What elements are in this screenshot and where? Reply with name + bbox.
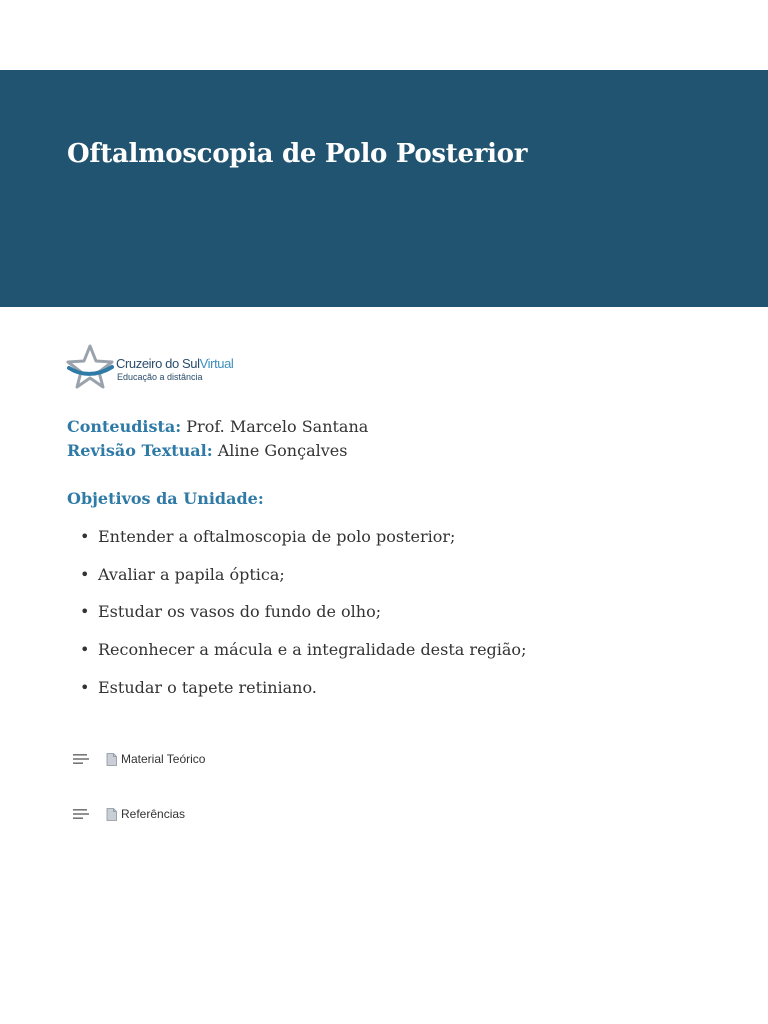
reviewer-label: Revisão Textual: xyxy=(67,441,213,460)
list-item-text: Avaliar a papila óptica; xyxy=(98,564,285,584)
list-item-text: Reconhecer a mácula e a integralidade desta região; xyxy=(98,640,527,660)
reviewer-value: Aline Gonçalves xyxy=(217,441,348,460)
institution-logo xyxy=(66,343,246,389)
author-row xyxy=(67,415,368,439)
section-link-referencias[interactable] xyxy=(73,804,185,824)
list-item xyxy=(67,638,526,676)
list-item-text: Estudar os vasos do fundo de olho; xyxy=(98,602,382,622)
section-link-label: Referências xyxy=(121,807,186,821)
page-icon xyxy=(106,753,117,766)
logo-name-accent: Virtual xyxy=(199,356,234,371)
bullet-icon: • xyxy=(80,564,90,584)
menu-lines-icon xyxy=(73,753,89,765)
list-item xyxy=(67,563,526,601)
author-label: Conteudista: xyxy=(67,417,182,436)
objectives-heading: Objetivos da Unidade: xyxy=(67,489,264,508)
section-link-material-teorico[interactable] xyxy=(73,749,205,769)
list-item xyxy=(67,525,526,563)
objectives-list xyxy=(67,525,526,713)
page-title: Oftalmoscopia de Polo Posterior xyxy=(67,139,528,169)
list-item-text: Entender a oftalmoscopia de polo posterior; xyxy=(98,527,456,546)
star-logo-icon xyxy=(66,343,114,389)
header-banner xyxy=(0,70,768,307)
list-item xyxy=(67,600,526,638)
credits-block xyxy=(67,415,368,463)
logo-tagline: Educação a distância xyxy=(117,372,203,382)
reviewer-row xyxy=(67,439,368,463)
menu-lines-icon xyxy=(73,808,89,820)
bullet-icon: • xyxy=(80,602,90,622)
bullet-icon: • xyxy=(80,527,90,546)
bullet-icon: • xyxy=(80,640,90,660)
author-value: Prof. Marcelo Santana xyxy=(186,417,369,436)
list-item xyxy=(67,676,526,714)
section-link-label: Material Teórico xyxy=(121,752,206,766)
logo-name-main: Cruzeiro do Sul xyxy=(116,356,200,371)
logo-name xyxy=(116,356,233,371)
list-item-text: Estudar o tapete retiniano. xyxy=(98,677,317,697)
bullet-icon: • xyxy=(80,677,90,697)
page-icon xyxy=(106,808,117,821)
